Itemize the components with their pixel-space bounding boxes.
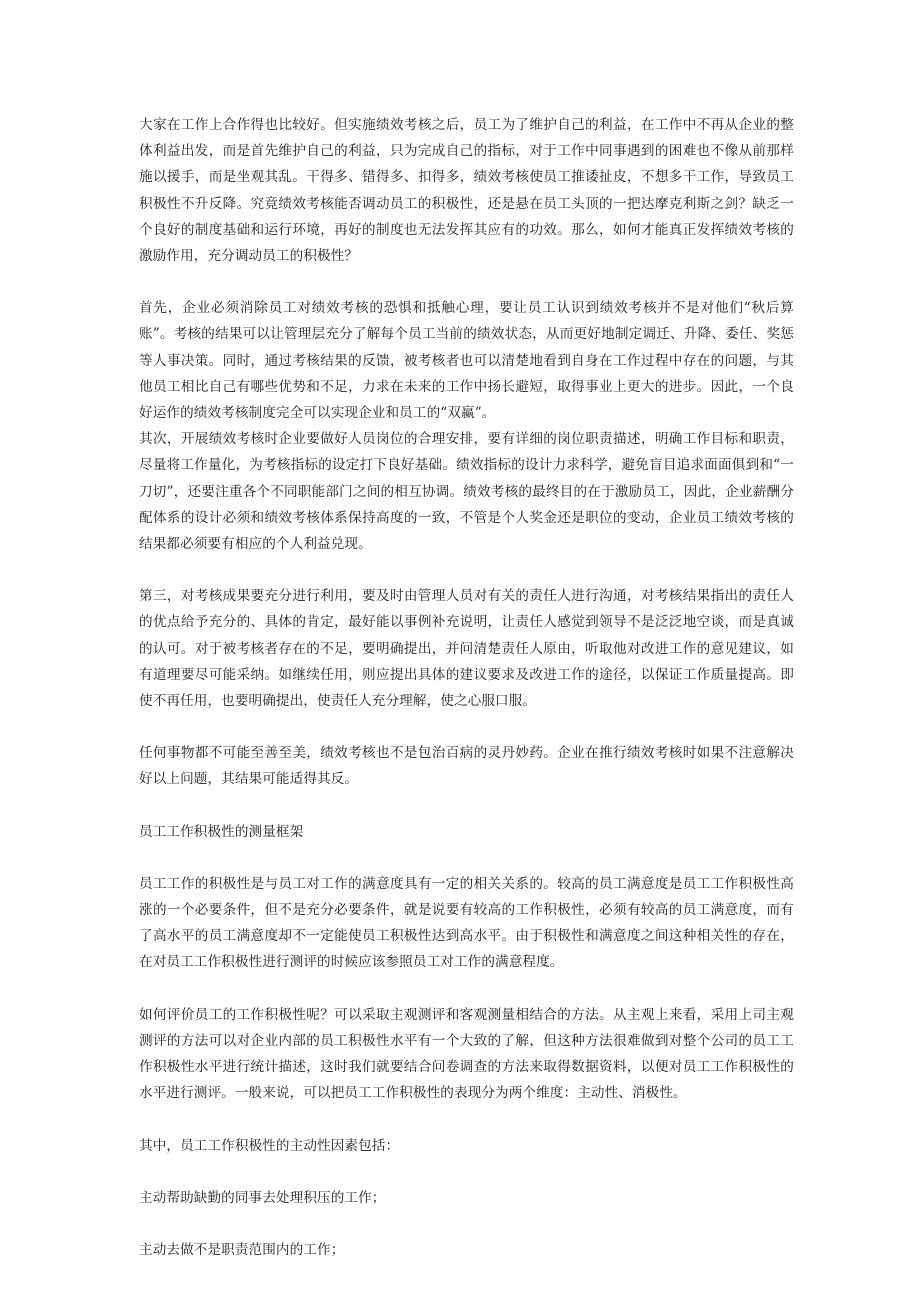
paragraph-satisfaction-relation: 员工工作的积极性是与员工对工作的满意度具有一定的相关关系的。较高的员工满意度是员工工作积极性高涨的一个必要条件，但不是充分必要条件，就是说要有较高的工作积极性，必须有较高的员工满意度，而有了高水平的员工满意度却不一定能使员工积极性达到高水平。由于积极性和满意度之间这种相关性的存在，在对员工工作积极性进行测评的时候应该参照员工对工作的满意程度。 bbox=[139, 875, 794, 971]
paragraph-first-point: 首先，企业必须消除员工对绩效考核的恐惧和抵触心理，要让员工认识到绩效考核并不是对他们“秋后算账”。考核的结果可以让管理层充分了解每个员工当前的绩效状态，从而更好地制定调迁、升降、委任、奖惩等人事决策。同时，通过考核结果的反馈，被考核者也可以清楚地看到自身在工作过程中存在的问题，与其他员工相比自己有哪些优势和不足，力求在未来的工作中扬长避短，取得事业上更大的进步。因此，一个良好运作的绩效考核制度完全可以实现企业和员工的“双赢”。 bbox=[139, 300, 794, 422]
paragraph-second-point: 其次，开展绩效考核时企业要做好人员岗位的合理安排，要有详细的岗位职责描述，明确工作目标和职责，尽量将工作量化，为考核指标的设定打下良好基础。绩效指标的设计力求科学，避免盲目追求面面俱到和“一刀切”，还要注重各个不同职能部门之间的相互协调。绩效考核的最终目的在于激励员工，因此，企业薪酬分配体系的设计必须和绩效考核体系保持高度的一致，不管是个人奖金还是职位的变动，企业员工绩效考核的结果都必须要有相应的个人利益兑现。 bbox=[139, 431, 794, 553]
paragraph-evaluation-method: 如何评价员工的工作积极性呢？可以采取主观测评和客观测量相结合的方法。从主观上来看，采用上司主观测评的方法可以对企业内部的员工积极性水平有一个大致的了解，但这种方法很难做到对整个公司的员工工作积极性水平进行统计描述，这时我们就要结合问卷调查的方法来取得数据资料，以便对员工工作积极性的水平进行测评。一般来说，可以把员工工作积极性的表现分为两个维度：主动性、消极性。 bbox=[139, 1006, 794, 1102]
paragraph-conclusion: 任何事物都不可能至善至美，绩效考核也不是包治百病的灵丹妙药。企业在推行绩效考核时如果不注意解决好以上问题，其结果可能适得其反。 bbox=[139, 745, 794, 788]
section-heading-measurement-framework: 员工工作积极性的测量框架 bbox=[139, 823, 304, 840]
paragraph-initiative-factors-intro: 其中，员工工作积极性的主动性因素包括： bbox=[139, 1137, 400, 1154]
list-item-extra-duty-work: 主动去做不是职责范围内的工作； bbox=[139, 1241, 345, 1258]
paragraph-teamwork-intro: 大家在工作上合作得也比较好。但实施绩效考核之后，员工为了维护自己的利益，在工作中不再从企业的整体利益出发，而是首先维护自己的利益，只为完成自己的指标，对于工作中同事遇到的困难也不像从前那样施以援手，而是坐观其乱。干得多、错得多、扣得多，绩效考核使员工推诿扯皮，不想多干工作，导致员工积极性不升反降。究竟绩效考核能否调动员工的积极性，还是悬在员工头顶的一把达摩克利斯之剑？缺乏一个良好的制度基础和运行环境，再好的制度也无法发挥其应有的功效。那么，如何才能真正发挥绩效考核的激励作用，充分调动员工的积极性？ bbox=[139, 117, 794, 265]
document-body bbox=[139, 112, 794, 1263]
paragraph-third-point: 第三，对考核成果要充分进行利用，要及时由管理人员对有关的责任人进行沟通，对考核结果指出的责任人的优点给予充分的、具体的肯定，最好能以事例补充说明，让责任人感觉到领导不是泛泛地空谈，而是真诚的认可。对于被考核者存在的不足，要明确提出，并问清楚责任人原由，听取他对改进工作的意见建议，如有道理要尽可能采纳。如继续任用，则应提出具体的建议要求及改进工作的途径，以保证工作质量提高。即使不再任用，也要明确提出，使责任人充分理解，使之心服口服。 bbox=[139, 588, 794, 710]
list-item-help-absent-colleagues: 主动帮助缺勤的同事去处理积压的工作； bbox=[139, 1189, 386, 1206]
